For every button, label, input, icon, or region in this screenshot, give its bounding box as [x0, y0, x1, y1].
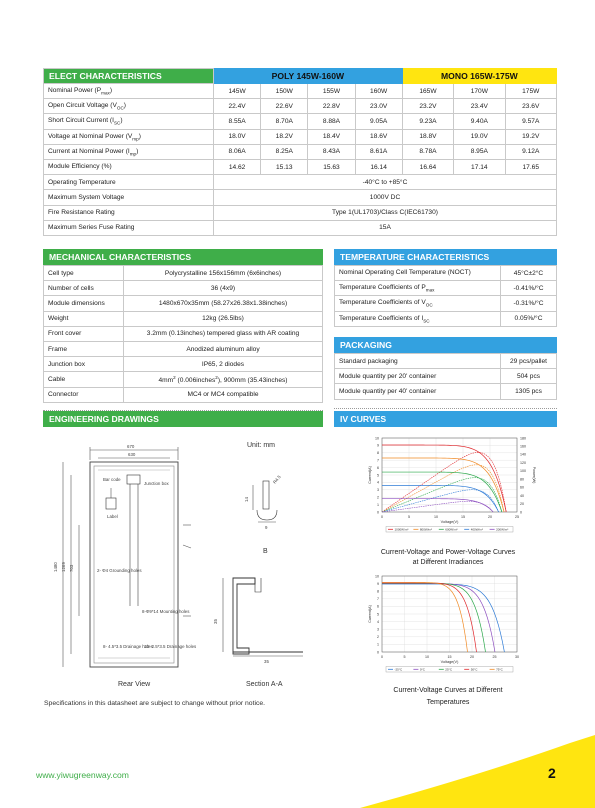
y-tick-label: 9 — [377, 581, 379, 586]
elect-row-label: Short Circuit Current $(I_{SC})$ — [44, 114, 214, 129]
iv-curve — [382, 584, 495, 652]
elect-cell: 16.14 — [355, 159, 402, 174]
iv-curve — [382, 582, 468, 652]
dim-r45: R4.5 — [271, 474, 282, 485]
y2-tick-label: 120 — [520, 460, 526, 465]
elect-row-label: Operating Temperature — [44, 175, 214, 190]
elect-cell: 22.6V — [261, 99, 308, 114]
pack-title: PACKAGING — [334, 337, 557, 353]
y-tick-label: 0 — [377, 510, 379, 515]
iv-caption-2: Current-Voltage Curves at Different Temperatures — [393, 687, 503, 706]
section-label: Section A-A — [246, 681, 283, 688]
elect-row-label: Nominal Power $(P_{max})$ — [44, 84, 214, 99]
mech-row — [44, 311, 323, 326]
pack-divider — [334, 408, 557, 409]
mech-row — [44, 372, 323, 387]
temp-label: Temperature Coefficients of $I_{SC}$ — [335, 311, 501, 326]
pack-value: 29 pcs/pallet — [501, 354, 557, 369]
mech-value: Polycrystalline 156x156mm (6x6inches) — [124, 266, 323, 281]
elect-cell: 23.6V — [505, 99, 557, 114]
elect-cell: 8.88A — [308, 114, 355, 129]
elect-cell: 23.4V — [454, 99, 505, 114]
elect-cell: 8.61A — [355, 144, 402, 159]
temp-row — [335, 266, 557, 281]
y2-axis-label: Power(W) — [532, 466, 536, 484]
x-tick-label: 0 — [381, 655, 383, 659]
y-tick-label: 4 — [377, 480, 379, 485]
pack-row — [335, 384, 557, 399]
elect-cell: 170W — [454, 84, 505, 99]
y2-tick-label: 80 — [520, 477, 524, 482]
dim-35b: 35 — [264, 659, 269, 664]
dim-1269: 1269 — [61, 562, 66, 572]
legend-label: 600W/m² — [445, 527, 458, 532]
x-tick-label: 5 — [403, 655, 406, 659]
note-mounting: 8-Φ9*14 Mounting holes — [142, 609, 190, 614]
y-tick-label: 1 — [377, 642, 379, 647]
temp-value: 45°C±2°C — [501, 266, 557, 281]
mech-row — [44, 296, 323, 311]
y-tick-label: 5 — [377, 612, 379, 617]
mech-value: 3.2mm (0.13inches) tempered glass with AR coating — [124, 326, 323, 341]
y-tick-label: 7 — [377, 597, 379, 602]
x-axis-label: Voltage(V) — [440, 660, 459, 664]
pack-value: 504 pcs — [501, 369, 557, 384]
note-bar-code: Bar code — [103, 477, 121, 482]
elect-cell: 150W — [261, 84, 308, 99]
mech-row — [44, 266, 323, 281]
y-tick-label: 0 — [377, 650, 379, 655]
y-tick-label: 8 — [377, 451, 379, 456]
elect-cell: 18.2V — [261, 129, 308, 144]
mech-row — [44, 387, 323, 402]
legend-label: 400W/m² — [470, 527, 483, 532]
dim-14: 14 — [244, 497, 249, 502]
y2-tick-label: 100 — [520, 469, 526, 474]
mech-value: IP65, 2 diodes — [124, 357, 323, 372]
temp-label: Temperature Coefficients of $P_{max}$ — [335, 281, 501, 296]
legend-label: -25°C — [394, 667, 403, 672]
y2-tick-label: 40 — [520, 493, 524, 498]
spec-note: Specifications in this datasheet are subject to change without prior notice. — [44, 700, 266, 707]
eng-title: ENGINEERING DRAWINGS — [43, 411, 323, 427]
elect-cell: 23.2V — [402, 99, 453, 114]
mech-value: Anodized aluminum alloy — [124, 341, 323, 356]
elect-cell: 16.64 — [402, 159, 453, 174]
elect-cell: 22.4V — [214, 99, 261, 114]
elect-cell: 8.25A — [261, 144, 308, 159]
iv-curve — [382, 472, 502, 512]
x-tick-label: 30 — [515, 655, 519, 659]
elect-row-label: Voltage at Nominal Power $(V_{mp})$ — [44, 129, 214, 144]
y-axis-label: Current(A) — [368, 605, 372, 623]
elect-section — [43, 68, 557, 236]
y-tick-label: 3 — [377, 488, 379, 493]
temp-value: -0.41%/°C — [501, 281, 557, 296]
elect-cell: 9.05A — [355, 114, 402, 129]
legend-label: 0°C — [419, 667, 425, 672]
mech-value: MC4 or MC4 compatible — [124, 387, 323, 402]
temp-title: TEMPERATURE CHARACTERISTICS — [334, 249, 557, 265]
elect-row — [44, 129, 557, 144]
x-tick-label: 25 — [492, 655, 497, 659]
note-drainage-2: 10- 2.5*3.5 Drainage holes — [144, 644, 197, 649]
x-tick-label: 0 — [381, 515, 383, 519]
temp-value: -0.31%/°C — [501, 296, 557, 311]
legend-label: 75°C — [496, 667, 503, 672]
elect-cell: 17.65 — [505, 159, 557, 174]
elect-title: ELECT CHARACTERISTICS — [44, 69, 214, 84]
temp-row — [335, 296, 557, 311]
y-tick-label: 10 — [375, 436, 379, 441]
mech-label: Number of cells — [44, 281, 124, 296]
iv-curve — [382, 583, 477, 652]
elect-cell: 8.43A — [308, 144, 355, 159]
elect-cell: 17.14 — [454, 159, 505, 174]
elect-row — [44, 190, 557, 205]
legend-label: 25°C — [445, 667, 453, 672]
elect-cell: 18.4V — [308, 129, 355, 144]
mech-row — [44, 341, 323, 356]
mech-row — [44, 281, 323, 296]
elect-cell: -40°C to +85°C — [214, 175, 557, 190]
mech-value: 12kg (26.5lbs) — [124, 311, 323, 326]
y-tick-label: 6 — [377, 465, 379, 470]
elect-cell: 23.0V — [355, 99, 402, 114]
mech-value: 36 (4x9) — [124, 281, 323, 296]
x-tick-label: 15 — [461, 515, 465, 519]
elect-row — [44, 84, 557, 99]
x-tick-label: 20 — [488, 515, 492, 519]
temp-table — [334, 265, 557, 327]
y-tick-label: 5 — [377, 473, 379, 478]
iv-chart-2 — [360, 570, 540, 682]
y2-tick-label: 20 — [520, 502, 524, 507]
x-tick-label: 15 — [447, 655, 452, 659]
x-tick-label: 10 — [425, 655, 429, 659]
x-tick-label: 5 — [408, 515, 410, 519]
mech-label: Front cover — [44, 326, 124, 341]
elect-cell: 155W — [308, 84, 355, 99]
y-tick-label: 4 — [377, 619, 379, 624]
dim-703: 703 — [69, 564, 74, 572]
elect-cell: 160W — [355, 84, 402, 99]
mech-label: Module dimensions — [44, 296, 124, 311]
elect-cell: 8.78A — [402, 144, 453, 159]
x-tick-label: 10 — [434, 515, 438, 519]
y-tick-label: 2 — [377, 495, 379, 500]
elect-cell: 15.63 — [308, 159, 355, 174]
pack-label: Module quantity per 20' container — [335, 369, 501, 384]
elect-cell: 8.06A — [214, 144, 261, 159]
temp-row — [335, 281, 557, 296]
elect-cell: 19.2V — [505, 129, 557, 144]
pack-label: Standard packaging — [335, 354, 501, 369]
x-tick-label: 25 — [515, 515, 519, 519]
mech-value: $4mm^2$ (0.006inches$^2$), 900mm (35.43inches) — [124, 372, 323, 387]
elect-cell: 19.0V — [454, 129, 505, 144]
mech-value: 1480x670x35mm (58.27x26.38x1.38inches) — [124, 296, 323, 311]
y-tick-label: 10 — [375, 574, 379, 579]
legend-label: 50°C — [470, 667, 478, 672]
elect-cell: 175W — [505, 84, 557, 99]
note-junction-box: Junction box — [144, 481, 169, 486]
iv-title: IV CURVES — [334, 411, 557, 427]
y2-tick-label: 180 — [520, 436, 526, 441]
pack-section — [334, 337, 557, 400]
mech-row — [44, 357, 323, 372]
iv-chart-1 — [360, 432, 540, 542]
pack-table — [334, 353, 557, 400]
mech-section — [43, 249, 323, 403]
iv-curve — [382, 458, 504, 512]
unit-label: Unit: mm — [247, 442, 275, 449]
engineering-drawing — [43, 430, 325, 692]
elect-row-label: Maximum System Voltage — [44, 190, 214, 205]
x-axis-label: Voltage(V) — [440, 520, 459, 524]
y-tick-label: 1 — [377, 502, 379, 507]
note-grounding: 2- Φ4 Grounding holes — [97, 568, 142, 573]
y-tick-label: 6 — [377, 604, 379, 609]
elect-row-label: Maximum Series Fuse Rating — [44, 220, 214, 235]
legend-label: 800W/m² — [419, 527, 433, 532]
dim-9: 9 — [265, 525, 268, 530]
y-tick-label: 8 — [377, 589, 379, 594]
dim-670: 670 — [127, 444, 135, 449]
poly-header: POLY 145W-160W — [214, 69, 403, 84]
elect-row — [44, 159, 557, 174]
mech-label: Connector — [44, 387, 124, 402]
note-drainage-1: 8- 4.5*3.5 Drainage holes — [103, 644, 153, 649]
y-tick-label: 9 — [377, 443, 379, 448]
elect-cell: 14.62 — [214, 159, 261, 174]
elect-cell: 9.57A — [505, 114, 557, 129]
temp-section — [334, 249, 557, 327]
dim-35a: 35 — [213, 619, 218, 624]
elect-cell: 145W — [214, 84, 261, 99]
elect-row — [44, 175, 557, 190]
elect-row — [44, 205, 557, 220]
mech-label: Junction box — [44, 357, 124, 372]
temp-label: Nominal Operating Cell Temperature (NOCT) — [335, 266, 501, 281]
y-tick-label: 2 — [377, 635, 379, 640]
temp-row — [335, 311, 557, 326]
elect-row — [44, 220, 557, 235]
elect-row — [44, 99, 557, 114]
temp-label: Temperature Coefficients of $V_{OC}$ — [335, 296, 501, 311]
mono-header: MONO 165W-175W — [402, 69, 556, 84]
elect-cell: 18.8V — [402, 129, 453, 144]
pack-label: Module quantity per 40' container — [335, 384, 501, 399]
elect-table — [43, 68, 557, 236]
elect-cell: 1000V DC — [214, 190, 557, 205]
mech-table — [43, 265, 323, 403]
elect-cell: 9.40A — [454, 114, 505, 129]
rear-view-label: Rear View — [118, 681, 151, 688]
elect-row-label: Current at Nominal Power $(I_{mp})$ — [44, 144, 214, 159]
elect-row-label: Fire Resistance Rating — [44, 205, 214, 220]
x-tick-label: 20 — [470, 655, 474, 659]
mech-row — [44, 326, 323, 341]
dim-1480: 1480 — [53, 562, 58, 572]
y2-tick-label: 160 — [520, 444, 526, 449]
elect-cell: Type 1(UL1703)/Class C(IEC61730) — [214, 205, 557, 220]
y2-tick-label: 0 — [520, 510, 522, 515]
legend-label: 1000W/m² — [394, 527, 409, 532]
elect-row — [44, 144, 557, 159]
mech-label: Frame — [44, 341, 124, 356]
elect-cell: 22.8V — [308, 99, 355, 114]
dim-630: 630 — [128, 452, 136, 457]
elect-row — [44, 114, 557, 129]
page-number: 2 — [548, 765, 556, 781]
y-tick-label: 3 — [377, 627, 379, 632]
elect-cell: 18.0V — [214, 129, 261, 144]
y2-tick-label: 140 — [520, 452, 526, 457]
pack-value: 1305 pcs — [501, 384, 557, 399]
elect-cell: 18.6V — [355, 129, 402, 144]
iv-curve — [382, 584, 504, 652]
elect-cell: 15.13 — [261, 159, 308, 174]
pv-curve — [382, 490, 499, 512]
temp-value: 0.05%/°C — [501, 311, 557, 326]
elect-cell: 9.23A — [402, 114, 453, 129]
elect-cell: 15A — [214, 220, 557, 235]
elect-row-label: Open Circuit Voltage $(V_{OC})$ — [44, 99, 214, 114]
iv-caption-1: Current-Voltage and Power-Voltage Curves at Different Irradiances — [380, 549, 516, 566]
pack-row — [335, 354, 557, 369]
elect-cell: 9.12A — [505, 144, 557, 159]
y-axis-label: Current(A) — [368, 466, 372, 484]
elect-cell: 8.95A — [454, 144, 505, 159]
pack-row — [335, 369, 557, 384]
mech-label: Cell type — [44, 266, 124, 281]
mech-label: Weight — [44, 311, 124, 326]
legend-label: 200W/m² — [496, 527, 509, 532]
footer-url[interactable]: www.yiwugreenway.com — [36, 770, 129, 780]
mech-title: MECHANICAL CHARACTERISTICS — [43, 249, 323, 265]
note-label: Label — [107, 514, 118, 519]
elect-cell: 8.70A — [261, 114, 308, 129]
elect-row-label: Module Efficiency (%) — [44, 159, 214, 174]
mech-label: Cable — [44, 372, 124, 387]
elect-cell: 165W — [402, 84, 453, 99]
detail-b-label: B — [263, 548, 268, 555]
y-tick-label: 7 — [377, 458, 379, 463]
y2-tick-label: 60 — [520, 485, 524, 490]
elect-cell: 8.55A — [214, 114, 261, 129]
